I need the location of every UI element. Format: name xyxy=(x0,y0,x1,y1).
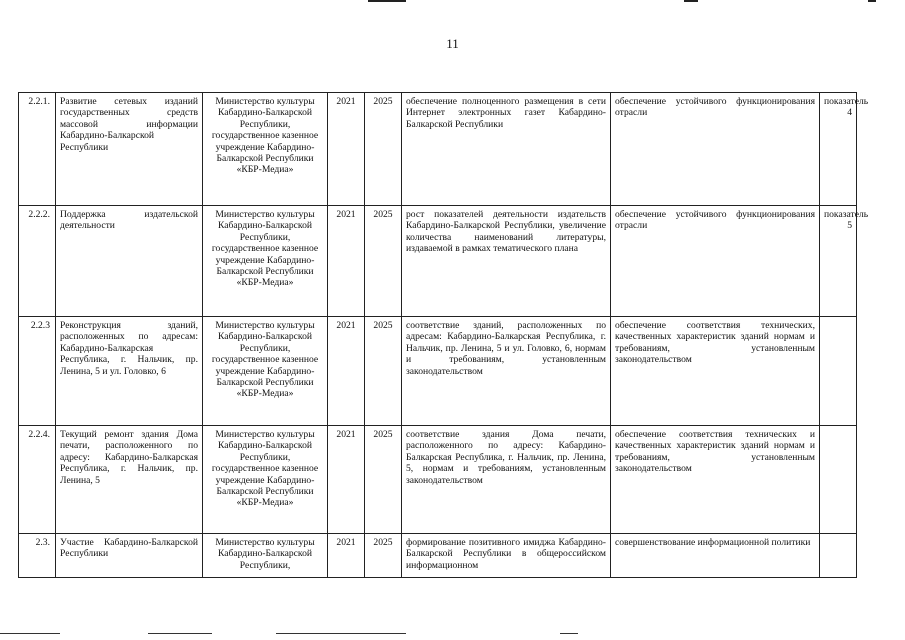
scan-mark xyxy=(560,633,578,634)
program-table xyxy=(18,92,869,578)
start-year: 2021 xyxy=(328,534,365,578)
indicator: показатель 5 xyxy=(820,206,857,317)
scan-mark xyxy=(368,0,406,2)
executor: Министерство культуры Кабардино-Балкарской Республики, xyxy=(203,534,328,578)
start-year: 2021 xyxy=(328,93,365,206)
indicator xyxy=(820,534,857,578)
row-number: 2.2.1. xyxy=(19,93,56,206)
expected-result: формирование позитивного имиджа Кабардино-Балкарской Республики в общероссийском информационном xyxy=(402,534,611,578)
executor: Министерство культуры Кабардино-Балкарской Республики, государственное казенное учреждение Кабардино-Балкарской Республики «КБР-Медиа» xyxy=(203,206,328,317)
executor: Министерство культуры Кабардино-Балкарской Республики, государственное казенное учреждение Кабардино-Балкарской Республики «КБР-Медиа» xyxy=(203,93,328,206)
end-year: 2025 xyxy=(365,534,402,578)
scan-mark xyxy=(276,633,406,634)
scan-mark xyxy=(868,0,876,2)
scan-mark xyxy=(684,0,698,2)
end-year: 2025 xyxy=(365,317,402,426)
row-number: 2.2.2. xyxy=(19,206,56,317)
consequence: обеспечение соответствия технических и качественных характеристик зданий нормам и требованиям, установленным законодательством xyxy=(611,426,820,534)
table-row xyxy=(19,93,857,206)
measure-name: Реконструкция зданий, расположенных по адресам: Кабардино-Балкарская Республика, г. Нальчик, пр. Ленина, 5 и ул. Головко, 6 xyxy=(56,317,203,426)
consequence: обеспечение устойчивого функционирования отрасли xyxy=(611,206,820,317)
end-year: 2025 xyxy=(365,93,402,206)
measure-name: Поддержка издательской деятельности xyxy=(56,206,203,317)
page-number: 11 xyxy=(446,36,459,51)
consequence: совершенствование информационной политики xyxy=(611,534,820,578)
indicator xyxy=(820,426,857,534)
start-year: 2021 xyxy=(328,206,365,317)
scan-mark xyxy=(148,633,212,634)
row-number: 2.2.3 xyxy=(19,317,56,426)
end-year: 2025 xyxy=(365,426,402,534)
table-row xyxy=(19,206,857,317)
start-year: 2021 xyxy=(328,317,365,426)
indicator: показатель 4 xyxy=(820,93,857,206)
executor: Министерство культуры Кабардино-Балкарской Республики, государственное казенное учреждение Кабардино-Балкарской Республики «КБР-Медиа» xyxy=(203,317,328,426)
row-number: 2.2.4. xyxy=(19,426,56,534)
start-year: 2021 xyxy=(328,426,365,534)
end-year: 2025 xyxy=(365,206,402,317)
executor: Министерство культуры Кабардино-Балкарской Республики, государственное казенное учреждение Кабардино-Балкарской Республики «КБР-Медиа» xyxy=(203,426,328,534)
expected-result: обеспечение полноценного размещения в сети Интернет электронных газет Кабардино-Балкарской Республики xyxy=(402,93,611,206)
consequence: обеспечение устойчивого функционирования отрасли xyxy=(611,93,820,206)
indicator xyxy=(820,317,857,426)
table-row xyxy=(19,426,857,534)
row-number: 2.3. xyxy=(19,534,56,578)
expected-result: соответствие здания Дома печати, расположенного по адресу: Кабардино-Балкарская Республика, г. Нальчик, пр. Ленина, 5, нормам и требованиям, установленным законодательством xyxy=(402,426,611,534)
expected-result: рост показателей деятельности издательств Кабардино-Балкарской Республики, увеличение количества наименований литературы, издаваемой в рамках тематического плана xyxy=(402,206,611,317)
scan-mark xyxy=(0,633,60,634)
measure-name: Текущий ремонт здания Дома печати, расположенного по адресу: Кабардино-Балкарская Республика, г. Нальчик, пр. Ленина, 5 xyxy=(56,426,203,534)
expected-result: соответствие зданий, расположенных по адресам: Кабардино-Балкарская Республика, г. Нальчик, пр. Ленина, 5 и ул. Головко, 6, нормам и требованиям, установленным законодательством xyxy=(402,317,611,426)
table-row xyxy=(19,534,857,578)
measure-name: Участие Кабардино-Балкарской Республики xyxy=(56,534,203,578)
table-row xyxy=(19,317,857,426)
measure-name: Развитие сетевых изданий государственных средств массовой информации Кабардино-Балкарской Республики xyxy=(56,93,203,206)
consequence: обеспечение соответствия технических, качественных характеристик зданий нормам и требованиям, установленным законодательством xyxy=(611,317,820,426)
